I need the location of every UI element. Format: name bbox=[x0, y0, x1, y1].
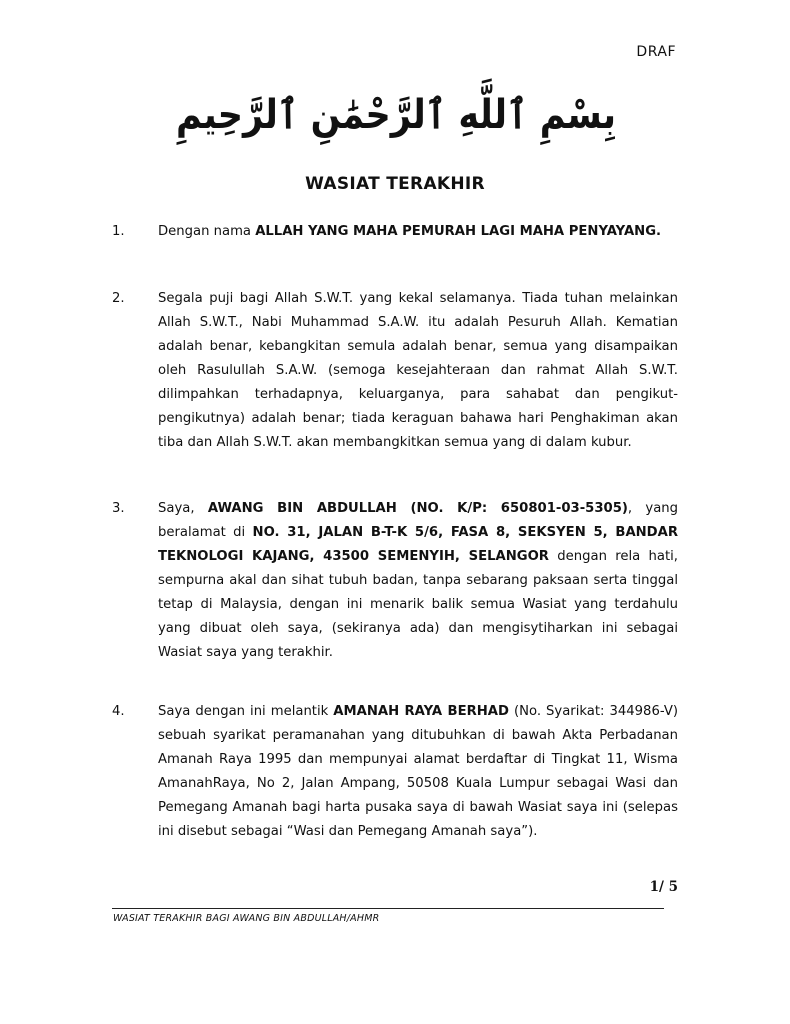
clause-3 bbox=[112, 497, 678, 665]
clause-text: , yang beralamat di bbox=[158, 501, 678, 540]
clause-4 bbox=[112, 700, 678, 844]
clause-text: Saya dengan ini melantik bbox=[158, 704, 334, 719]
clause-number: 1. bbox=[112, 224, 125, 239]
clause-text-bold: ALLAH YANG MAHA PEMURAH LAGI MAHA PENYAYANG. bbox=[255, 224, 662, 239]
basmalah-text: بِسْمِ ٱللَّهِ ٱلرَّحْمَٰنِ ٱلرَّحِيمِ bbox=[176, 92, 679, 138]
clause-2 bbox=[112, 287, 678, 455]
footer-divider bbox=[112, 908, 664, 909]
testator-address: NO. 31, JALAN B-T-K 5/6, FASA 8, SEKSYEN 5, BANDAR TEKNOLOGI KAJANG, 43500 SEMENYIH, SELANGOR bbox=[158, 525, 678, 564]
clause-number: 2. bbox=[112, 291, 125, 306]
clause-body bbox=[158, 287, 678, 455]
clause-body bbox=[158, 700, 678, 844]
clause-text: Segala puji bagi Allah S.W.T. yang kekal selamanya. Tiada tuhan melainkan Allah S.W.T., Nabi Muhammad S.A.W. itu adalah Pesuruh Allah. Kematian adalah benar, kebangkitan semula adalah benar, semua yang disampaikan oleh Rasulullah S.A.W. (semoga kesejahteraan dan rahmat Allah S.W.T. dilimpahkan terhadapnya, keluarganya, para sahabat dan pengikut-pengikutnya) adalah benar; tiada keraguan bahawa hari Penghakiman akan tiba dan Allah S.W.T. akan membangkitkan semua yang di dalam kubur. bbox=[158, 291, 678, 450]
testator-name: AWANG BIN ABDULLAH (NO. K/P: 650801-03-5305) bbox=[207, 501, 628, 516]
basmalah-calligraphy bbox=[170, 86, 679, 160]
clause-1 bbox=[112, 220, 678, 244]
page-number: 1/ 5 bbox=[649, 879, 678, 895]
clause-text: dengan rela hati, sempurna akal dan sihat tubuh badan, tanpa sebarang paksaan serta tinggal tetap di Malaysia, dengan ini menarik balik semua Wasiat yang terdahulu yang dibuat oleh saya, (sekiranya ada) dan mengisytiharkan ini sebagai Wasiat saya yang terakhir. bbox=[158, 549, 678, 660]
clause-number: 3. bbox=[112, 501, 125, 516]
clause-text: Dengan nama bbox=[158, 224, 256, 239]
executor-name: AMANAH RAYA BERHAD bbox=[333, 704, 509, 719]
clause-text: (No. Syarikat: 344986-V) sebuah syarikat peramanahan yang ditubuhkan di bawah Akta Perbadanan Amanah Raya 1995 dan mempunyai alamat berdaftar di Tingkat 11, Wisma AmanahRaya, No 2, Jalan Ampang, 50508 Kuala Lumpur sebagai Wasi dan Pemegang Amanah bagi harta pusaka saya di bawah Wasiat saya ini (selepas ini disebut sebagai “Wasi dan Pemegang Amanah saya”). bbox=[158, 704, 678, 839]
clause-number: 4. bbox=[112, 704, 125, 719]
footer-text: WASIAT TERAKHIR BAGI AWANG BIN ABDULLAH/AHMR bbox=[113, 913, 380, 924]
draft-label: DRAF bbox=[636, 44, 676, 60]
document-title: WASIAT TERAKHIR bbox=[305, 174, 485, 194]
clause-body bbox=[158, 497, 678, 665]
clause-text: Saya, bbox=[158, 501, 208, 516]
clause-body bbox=[158, 220, 678, 244]
